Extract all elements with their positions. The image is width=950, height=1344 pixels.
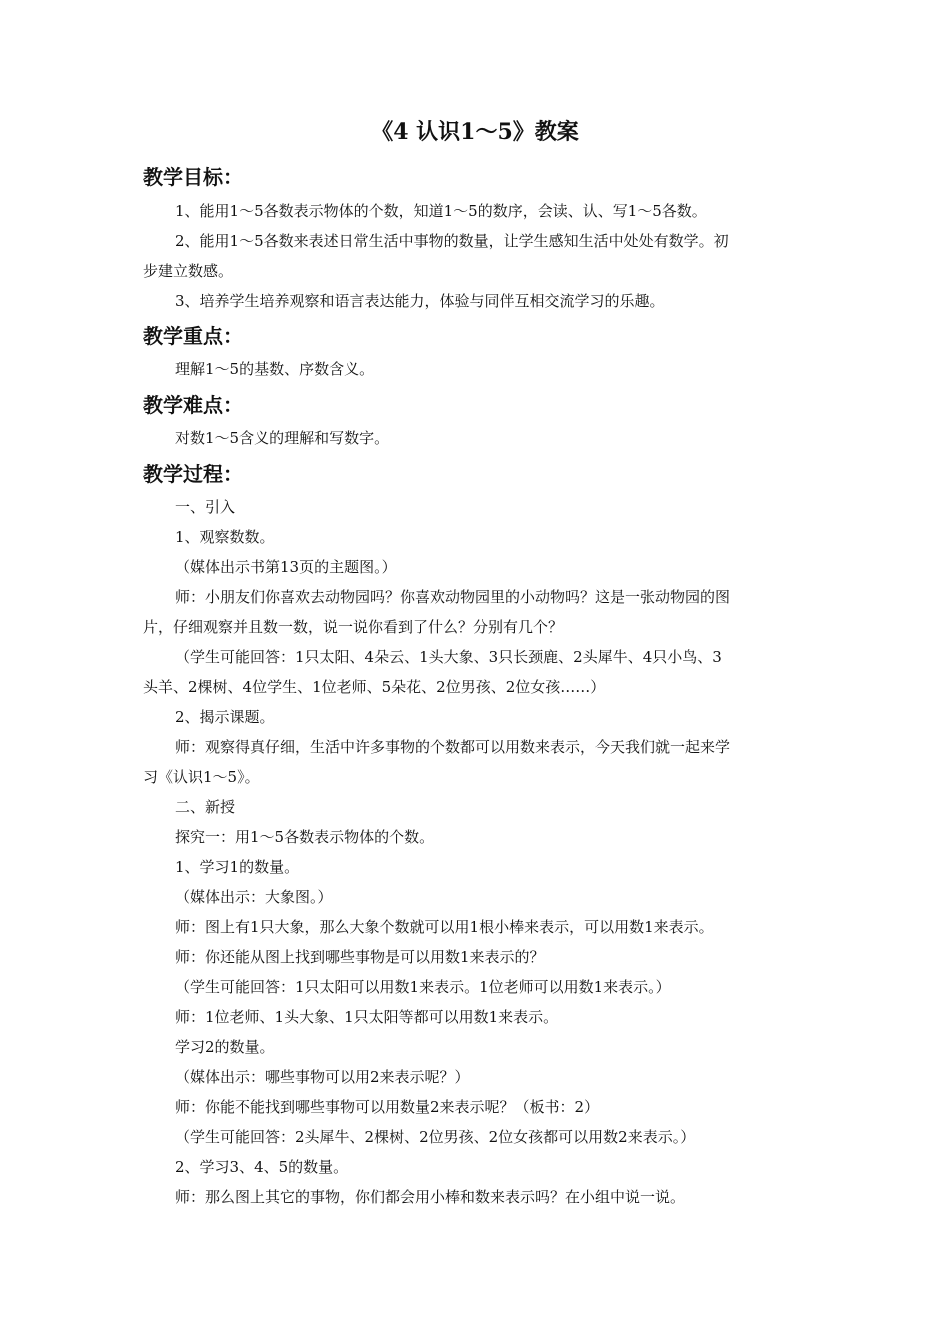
key-points-text: 理解1～5的基数、序数含义。 — [175, 360, 375, 378]
process-line: 头羊、2棵树、4位学生、1位老师、5朵花、2位男孩、2位女孩……） — [143, 678, 606, 696]
process-line: 片，仔细观察并且数一数，说一说你看到了什么？分别有几个？ — [143, 618, 564, 636]
process-line: 2、揭示课题。 — [175, 708, 275, 726]
process-line: 1、观察数数。 — [175, 528, 275, 546]
process-line: 二、新授 — [175, 798, 236, 816]
goal-item-1: 1、能用1～5各数表示物体的个数，知道1～5的数序，会读、认、写1～5各数。 — [175, 202, 707, 220]
heading-goals: 教学目标： — [143, 165, 243, 189]
process-line: （学生可能回答：1只太阳、4朵云、1头大象、3只长颈鹿、2头犀牛、4只小鸟、3 — [175, 648, 722, 666]
process-line: （学生可能回答：1只太阳可以用数1来表示。1位老师可以用数1来表示。） — [175, 978, 671, 996]
difficulties-text: 对数1～5含义的理解和写数字。 — [175, 429, 390, 447]
goal-item-2-cont: 步建立数感。 — [143, 262, 234, 280]
process-line: 师：图上有1只大象，那么大象个数就可以用1根小棒来表示，可以用数1来表示。 — [175, 918, 714, 936]
process-line: 一、引入 — [175, 498, 236, 516]
process-line: （学生可能回答：2头犀牛、2棵树、2位男孩、2位女孩都可以用数2来表示。） — [175, 1128, 696, 1146]
heading-difficulties: 教学难点： — [143, 393, 243, 417]
process-line: 1、学习1的数量。 — [175, 858, 300, 876]
process-line: 探究一：用1～5各数表示物体的个数。 — [175, 828, 435, 846]
process-line: （媒体出示：哪些事物可以用2来表示呢？） — [175, 1068, 470, 1086]
process-line: （媒体出示书第13页的主题图。） — [175, 558, 397, 576]
process-line: 师：小朋友们你喜欢去动物园吗？你喜欢动物园里的小动物吗？这是一张动物园的图 — [175, 588, 731, 606]
heading-key-points: 教学重点： — [143, 324, 243, 348]
heading-process: 教学过程： — [143, 462, 243, 486]
process-line: 师：那么图上其它的事物，你们都会用小棒和数来表示吗？在小组中说一说。 — [175, 1188, 686, 1206]
goal-item-3: 3、培养学生培养观察和语言表达能力，体验与同伴互相交流学习的乐趣。 — [175, 292, 665, 310]
process-line: 习《认识1～5》。 — [143, 768, 260, 786]
process-line: 师：你还能从图上找到哪些事物是可以用数1来表示的？ — [175, 948, 545, 966]
process-line: 师：观察得真仔细，生活中许多事物的个数都可以用数来表示，今天我们就一起来学 — [175, 738, 731, 756]
process-line: 师：1位老师、1头大象、1只太阳等都可以用数1来表示。 — [175, 1008, 559, 1026]
process-line: 师：你能不能找到哪些事物可以用数量2来表示呢？（板书：2） — [175, 1098, 600, 1116]
document-title: 《4 认识1～5》教案 — [371, 119, 579, 145]
process-line: 学习2的数量。 — [175, 1038, 275, 1056]
process-line: （媒体出示：大象图。） — [175, 888, 333, 906]
goal-item-2: 2、能用1～5各数来表述日常生活中事物的数量，让学生感知生活中处处有数学。初 — [175, 232, 729, 250]
process-line: 2、学习3、4、5的数量。 — [175, 1158, 349, 1176]
